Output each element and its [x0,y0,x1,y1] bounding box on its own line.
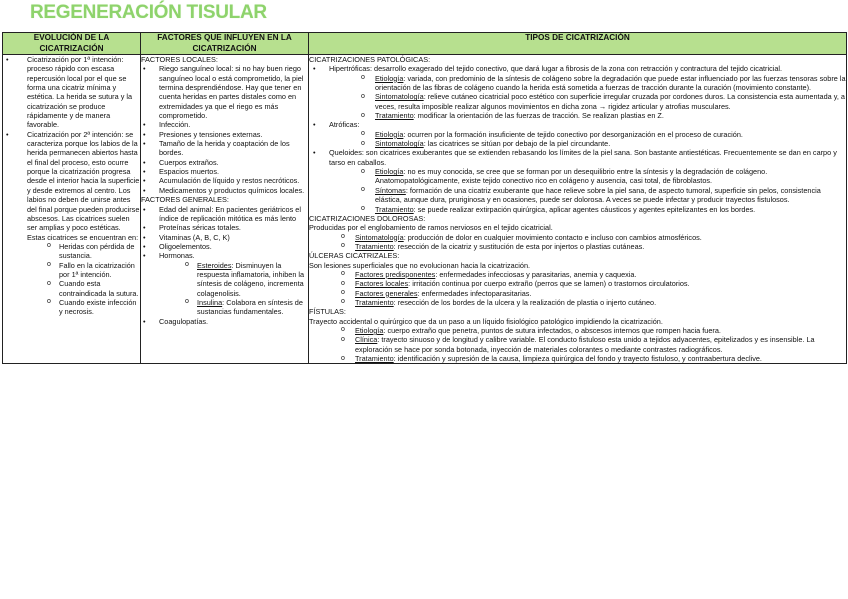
sub-item-text: : modificar la orientación de las fuerzas de tracción. Se realizan plastias en Z. [413,111,664,121]
sub-item: o Cuando esta contraindicada la sutura. [59,279,140,298]
sub-item [355,298,846,307]
list-item: • Cuerpos extraños. [159,158,308,167]
section-text: Producidas por el englobamiento de ramos nerviosos en el tejido cicatricial. [309,223,553,233]
sub-item-label: Tratamiento [375,204,414,214]
sub-item-label: Tratamiento [375,111,414,121]
content-row [3,55,847,364]
sub-item-label: Factores generales [355,288,418,298]
sub-item-text: : producción de dolor en cualquier movimiento contacto e incluso con cambios atmosféricos. [403,232,702,242]
sub-item [355,279,846,288]
list-item [159,251,308,316]
tipos-cell [309,55,847,364]
sub-item-label: Síntomas [375,185,406,195]
sub-item-label: Etiología [375,167,404,177]
sub-item [355,335,846,354]
sub-item: o Fallo en la cicatrización por 1ª intención. [59,261,140,280]
sub-item-label: Insulina [197,297,223,307]
sub-item-text: : relieve cutáneo cicatricial poco estético con superficie irregular cruzada por cordones duros. La consistencia esta aumentada y, a veces, resulta imposible realizar algunos movimientos en dicha zona → rigidez articular y atrofias musculares. [375,92,845,111]
sub-item-text: : no es muy conocida, se cree que se forman por un desequilibrio entre la síntesis y la degradación de colágeno. Anatomopatológicamente, existe tejido conectivo rico en colágeno y ausencia, casi total, de fibroblastos. [375,167,768,186]
sub-item-text: : formación de una cicatriz exuberante que hace relieve sobre la piel sana, de aspecto tumoral, superficie sin pelos, consistencia elástica, aunque dura, pruriginosa y en ocasiones, puede ser dolorosa. A veces se puede infectar y producir trayectos fistulosos. [375,185,821,205]
sub-item [355,270,846,279]
list-item [329,148,846,213]
sub-item-label: Factores locales [355,279,409,289]
sub-item [355,289,846,298]
list-item: • Proteínas séricas totales. [159,223,308,232]
sub-item-label: Factores predisponentes [355,269,436,279]
list-item: • Edad del animal: En pacientes geriátricos el índice de replicación mitótica es más lento [159,205,308,224]
header-row [3,33,847,55]
list-item: • Infección. [159,120,308,129]
sub-item [375,139,846,148]
sub-item-label: Clínica [355,335,378,345]
sub-item [375,111,846,120]
sub-item [375,205,846,214]
list-item: • Cicatrización por 1ª intención: proceso rápido con escasa repercusión local por el que se forma una cicatriz mínima y estética. La herida se sutura y la cicatrización se produce rápidamente y de manera favorable. [27,55,140,130]
sub-item-text: : cuerpo extraño que penetra, puntos de sutura infectados, o abscesos internos que rompen hacia fuera. [383,325,721,335]
sub-item [375,167,846,186]
item-text: Cicatrización por 2ª intención: se caracteriza porque los labios de la herida permanecen abiertos hasta el final del proceso, esto ocurre porque la cicatrización progresa desde el interior hacia la superficie y desde extremos al centro. Los labios no deben de unirse antes del final porque pueden producirse abscesos. Las cicatrices suelen ser amplias y poco estéticas. Estas cicatrices se encuentran en: [27,129,140,242]
section-title-generales: FACTORES GENERALES: [141,195,229,205]
sub-item-text: : identificación y supresión de la causa, limpieza quirúrgica del fondo y trayecto fistuloso, y contraabertura declive. [393,354,762,363]
sub-item [355,242,846,251]
page-title: REGENERACIÓN TISULAR [30,2,267,23]
sub-item [355,233,846,242]
list-item: • Vitaminas (A, B, C, K) [159,233,308,242]
item-text: Atróficas: [329,120,360,130]
sub-item-label: Tratamiento [355,354,394,363]
list-item [329,120,846,148]
sub-item-text: : ocurren por la formación insuficiente de tejido conectivo por desorganización en el proceso de curación. [403,129,743,139]
sub-item-label: Sintomatología [355,232,404,242]
sub-item-text: : trayecto sinuoso y de longitud y calibre variable. El conducto fistuloso esta unido a tejidos adyacentes, epitelizados y es insensible. La exploración se hace por sonda botonada, inyección de materiales colorantes o mediante contrastes radiográficos. [355,335,815,354]
sub-item [197,261,308,298]
factores-cell [141,55,309,364]
section-title-fistulas: FÍSTULAS: [309,307,346,317]
list-item: • Riego sanguíneo local: si no hay buen riego sanguíneo local o está comprometido, la piel termina desprendiéndose. Hay que tener en cuenta heridas en partes distales como en extremidades ya que el riego es más comprometido. [159,64,308,120]
list-item [329,64,846,120]
header-factores: FACTORES QUE INFLUYEN EN LA CICATRIZACIÓN [141,33,309,55]
sub-item-label: Sintomatología [375,92,424,102]
section-title-ulceras: ÚLCERAS CICATRIZALES: [309,251,400,261]
section-text: Son lesiones superficiales que no evolucionan hacia la cicatrización. [309,260,531,270]
item-text: Queloides: son cicatrices exuberantes que se extienden rebasando los límites de la piel sana. Son bastante antiestéticas. Frecuentemente se dan en carpo y tarso en caballos. [329,148,837,167]
sub-item [375,130,846,139]
sub-item-label: Tratamiento [355,241,394,251]
list-item: • Coagulopatías. [159,317,308,326]
sub-item-text: : resección de los bordes de la ulcera y la realización de plastia o injerto cutáneo. [393,297,657,307]
sub-item-text: : variada, con predominio de la síntesis de colágeno sobre la degradación que puede estar influenciado por las fuerzas tensoras sobre la orientación de las fibras de colágeno cuando la herida está sometida a fuerzas de tracción durante la curación (movimiento constante). [375,73,846,93]
evolucion-cell [3,55,141,364]
header-evolucion: EVOLUCIÓN DE LA CICATRIZACIÓN [3,33,141,55]
sub-item-text: : enfermedades infectoparasitarias. [417,288,532,298]
sub-item [375,74,846,93]
list-item: • Medicamentos y productos químicos locales. [159,186,308,195]
sub-item [355,354,846,363]
item-text: Hipertróficas: desarrollo exagerado del tejido conectivo, que dará lugar a fibrosis de la zona con retracción y contractura del tejido cicatricial. [329,64,783,74]
list-item: • Tamaño de la herida y coaptación de los bordes. [159,139,308,158]
list-item [27,130,140,317]
list-item: • Acumulación de líquido y restos necróticos. [159,176,308,185]
list-item: • Presiones y tensiones externas. [159,130,308,139]
sub-item-text: : enfermedades infecciosas y parasitarias, anemia y caquexia. [435,269,637,279]
sub-item-text: : Colabora en síntesis de sustancias fundamentales. [197,297,303,317]
section-title-patologicas: CICATRIZACIONES PATOLÓGICAS: [309,55,431,64]
sub-item-text: : las cicatrices se sitúan por debajo de la piel circundante. [423,139,611,149]
sub-item [355,326,846,335]
summary-table [2,32,847,364]
sub-item-text: : irritación continua por cuerpo extraño (perros que se lamen) o trastornos circulatorios. [408,279,690,289]
section-title-locales: FACTORES LOCALES: [141,55,218,64]
sub-item-label: Tratamiento [355,297,394,307]
sub-item [375,92,846,111]
section-title-dolorosas: CICATRIZACIONES DOLOROSAS: [309,213,426,223]
sub-item-label: Sintomatología [375,139,424,149]
sub-item-label: Esteroides [197,260,232,270]
sub-item [197,298,308,317]
list-item: • Espacios muertos. [159,167,308,176]
sub-item-label: Etiología [375,73,404,83]
sub-item: o Heridas con pérdida de sustancia. [59,242,140,261]
section-text: Trayecto accidental o quirúrgico que da un paso a un líquido fisiológico patológico impidiendo la cicatrización. [309,316,663,326]
sub-item-text: : se puede realizar extirpación quirúrgica, aplicar agentes cáusticos y agentes epitelizantes en los bordes. [413,204,756,214]
sub-item: o Cuando existe infección y necrosis. [59,298,140,317]
sub-item-text: : resección de la cicatriz y sustitución de esta por injertos o plastias cutáneas. [393,241,645,251]
sub-item-text: : Disminuyen la respuesta inflamatoria, inhiben la síntesis de colágeno, incrementa colagenolisis. [197,260,305,298]
list-item: • Oligoelementos. [159,242,308,251]
sub-item-label: Etiología [375,129,404,139]
header-tipos: TIPOS DE CICATRIZACIÓN [309,33,847,55]
item-text: Hormonas. [159,251,195,261]
sub-item [375,186,846,205]
sub-item-label: Etiología [355,325,384,335]
